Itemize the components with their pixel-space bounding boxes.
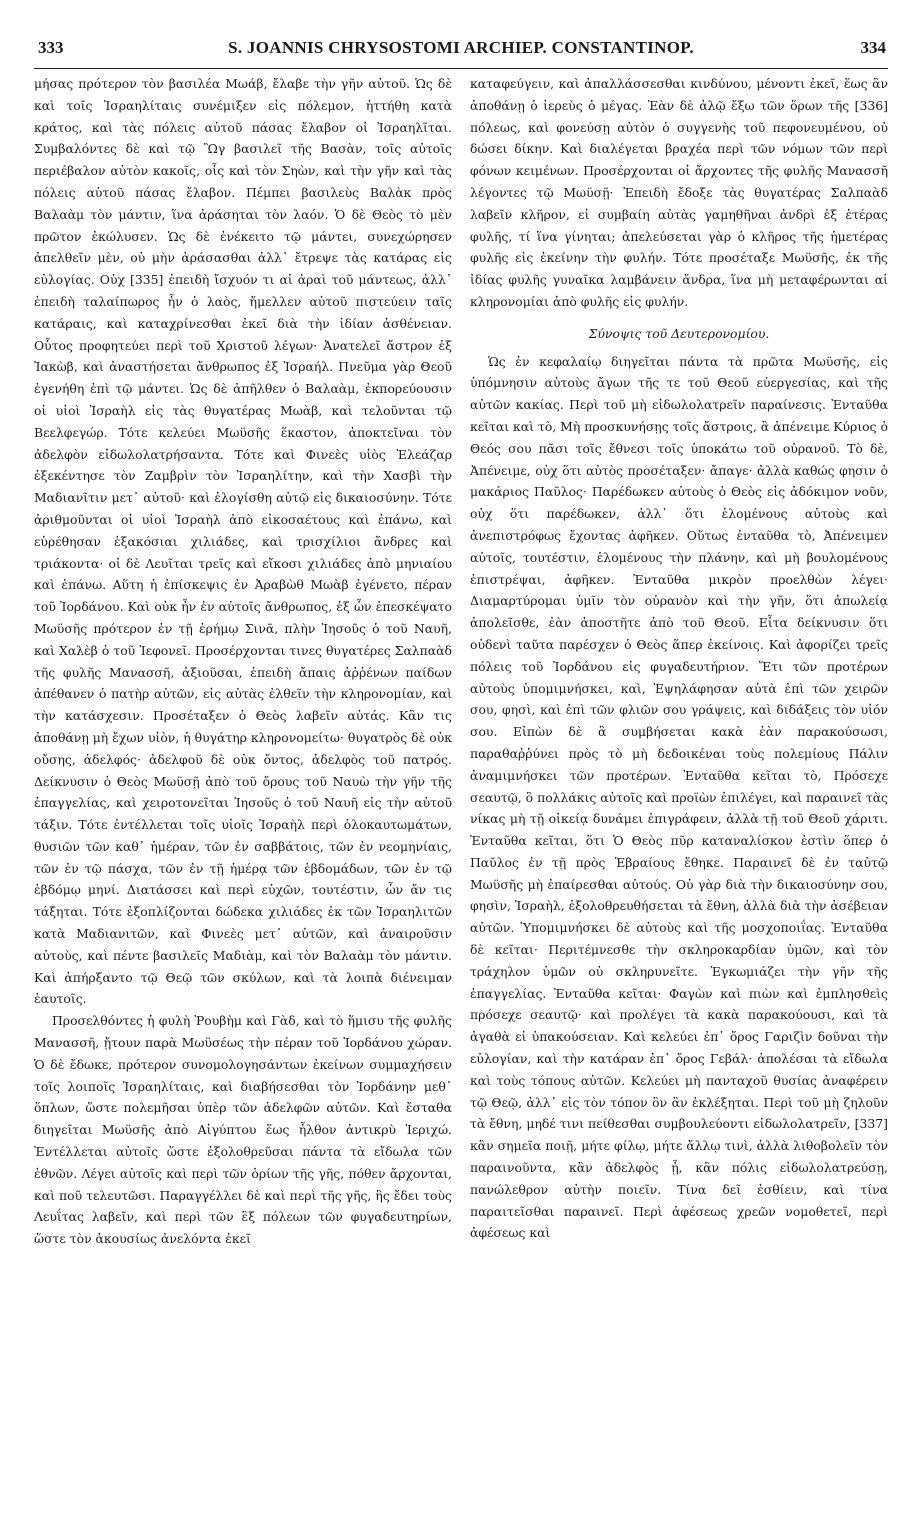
- running-title: S. JOANNIS CHRYSOSTOMI ARCHIEP. CONSTANTINOP.: [228, 38, 694, 57]
- section-title: Σύνοψις τοῦ Δευτερονομίου.: [588, 325, 770, 341]
- left-paragraph-1: μήσας πρότερον τὸν βασιλέα Μωάβ, ἔλαβε τὴν γῆν αὐτοῦ. Ὡς δὲ καὶ τοῖς Ἰσραηλίταις συνέμιξεν εἰς πόλεμον, ἡττήθη κατὰ κράτος, καὶ τὰς πόλεις αὐτοῦ πάσας ἔλαβον οἱ Ἰσραηλῖται. Συμβαλόντες δὲ καὶ τῷ Ὢγ βασιλεῖ τῆς Βασὰν, τοῖς αὐτοῖς περιέβαλον αὐτὸν κακοῖς, οἷς καὶ τὸν Σηὼν, καὶ τὴν γῆν καὶ τὰς πόλεις αὐτοῦ πάσας ἔλαβον. Πέμπει βασιλεὺς Βαλὰκ πρὸς Βαλαὰμ τὸν μάντιν, ἵνα ἀράσηται τὸν λαόν. Ὁ δὲ Θεὸς τὸ μὲν πρῶτον ἐκώλυσεν. Ὡς δὲ ἐνέκειτο τῷ μάντει, συνεχώρησεν ἀπελθεῖν μὲν, οὐ μὴν ἀράσασθαι ἀλλ᾽ ἔτρεψε τὰς κατάρας εἰς εὐλογίας. Οὐχ [335] ἐπειδὴ ἴσχυόν τι αἱ ἀραὶ τοῦ μάντεως, ἀλλ᾽ ἐπειδὴ ταλαίπωρος ἦν ὁ λαὸς, ἤμελλεν αὐτοῦ πιστεύειν ταῖς κατάραις, καὶ καταχρίνεσθαι ἐκεῖ διὰ τὴν ἰδίαν ἀσθένειαν. Οὗτος προφητεύει περὶ τοῦ Χριστοῦ λέγων· Ἀνατελεῖ ἄστρον ἐξ Ἰακὼβ, καὶ ἀναστήσεται ἄνθρωπος ἐξ Ἰσραήλ. Πνεῦμα γὰρ Θεοῦ ἐγενήθη ἐπὶ τῷ μάντει. Ὡς δὲ ἀπῆλθεν ὁ Βαλαὰμ, ἐκπορεύουσιν οἱ υἱοὶ Ἰσραὴλ εἰς τὰς θυγατέρας Μωὰβ, καὶ τελοῦνται τῷ Βεελφεγώρ. Τότε κελεύει Μωϋσῆς ἕκαστον, ἀποκτεῖναι τὸν ἀδελφὸν εἰδωλολατρήσαντα. Τότε καὶ Φινεὲς υἱὸς Ἐλεάζαρ ἐξεκέντησε τὸν Ζαμβρὶν τὸν Ἰσραηλίτην, καὶ τὴν Χασβὶ τὴν Μαδιανῖτιν μετ᾽ αὐτοῦ· καὶ ἐλογίσθη αὐτῷ εἰς δικαιοσύνην. Τότε ἀριθμοῦνται οἱ υἱοὶ Ἰσραὴλ ἀπὸ εἰκοσαέτους καὶ ἐπάνω, καὶ εὑρέθησαν ἑξακόσιαι χιλιάδες, καὶ τρισχίλιοι ἄνδρες καὶ τριάκοντα· οἱ δὲ Λευῖται τρεῖς καὶ εἴκοσι χιλιάδες ἀπὸ μηνιαίου καὶ ἐπάνω. Αὕτη ἡ ἐπίσκεψις ἐν Ἀραβὼθ Μωὰβ ἐγένετο, πέραν τοῦ Ἰορδάνου. Καὶ οὐκ ἦν ἐν αὐτοῖς ἄνθρωπος, ἐξ ὧν ἐπεσκέψατο Μωϋσῆς πρότερον ἐν τῇ ἐρήμῳ Σινᾶ, πλὴν Ἰησοῦς ὁ τοῦ Ναυῆ, καὶ Χαλὲβ ὁ τοῦ Ἰεφονεῖ. Προσέρχονται τινες θυγατέρες Σαλπαὰδ τῆς φυλῆς Μανασσῆ, ἀξιοῦσαι, ἐπειδὴ ἄπαις ἀῤῥένων παίδων ἀπέθανεν ὁ πατὴρ αὐτῶν, εἰς αὐτὰς ἐλθεῖν τὴν κληρονομίαν, καὶ τὴν κατάσχεσιν. Προσέταξεν ὁ Θεὸς λαβεῖν αὐτάς. Κἂν τις ἀποθάνῃ μὴ ἔχων υἱὸν, ἡ θυγάτηρ κληρονομείτω· θυγατρὸς δὲ οὐκ οὔσης, ἀδελφός· ἀδελφοῦ δὲ οὐκ ὄντος, ἀδελφὸς τοῦ πατρός. Δείκνυσιν ὁ Θεὸς Μωϋσῇ ἀπὸ τοῦ ὄρους τοῦ Ναυὼ τὴν γῆν τῆς ἐπαγγελίας, καὶ χειροτονεῖται Ἰησοῦς ὁ τοῦ Ναυῆ εἰς τὴν αὐτοῦ τάξιν. Τότε ἐντέλλεται τοῖς υἱοῖς Ἰσραὴλ περὶ ὁλοκαυτωμάτων, θυσιῶν τῶν καθ᾽ ἡμέραν, τῶν ἐν σαββάτοις, τῶν ἐν νεομηνίαις, τῶν ἐν τῷ πάσχα, τῶν ἐν τῇ ἡμέρᾳ τῶν ἑβδομάδων, τῶν ἐν τῷ ἑβδόμῳ μηνί. Διατάσσει καὶ περὶ εὐχῶν, τουτέστιν, ὧν ἄν τις τάξηται. Τότε ἐξοπλίζονται δώδεκα χιλιάδες ἐκ τῶν Ἰσραηλιτῶν κατὰ Μαδιανιτῶν, καὶ Φινεὲς μετ᾽ αὐτῶν, καὶ ἀναιροῦσιν αὐτοὺς, καὶ πέντε βασιλεῖς Μαδιὰμ, καὶ τὸν Βαλαὰμ τὸν μάντιν. Καὶ ἀπήρξαντο τῷ Θεῷ τῶν σκύλων, καὶ τὰ λοιπὰ διένειμαν ἑαυτοῖς.: [34, 76, 452, 1007]
- right-paragraph-1: καταφεύγειν, καὶ ἀπαλλάσσεσθαι κινδύνου, μένοντι ἐκεῖ, ἕως ἂν ἀποθάνῃ ὁ ἱερεὺς ὁ μέγας. Ἐὰν δὲ ἀλῷ ἔξω τῶν ὅρων τῆς [336] πόλεως, καὶ φονεύσῃ αὐτὸν ὁ συγγενὴς τοῦ πεφονευμένου, οὐ δώσει δίκην. Καὶ διαλέγεται βραχέα περὶ τῶν νόμων τῶν περὶ φόνων κειμένων. Προσέρχονται οἱ ἄρχοντες τῆς φυλῆς Μανασσῆ λέγοντες τῷ Μωϋσῇ· Ἐπειδὴ ἔδοξε τὰς θυγατέρας Σαλπαὰδ λαβεῖν κλῆρον, εἰ συμβαίη αὐτὰς γαμηθῆναι ἀνδρὶ ἐξ ἑτέρας φυλῆς, τί ἵνα γίνηται; ἀπελεύσεται γὰρ ὁ κλῆρος τῆς ἡμετέρας φυλῆς εἰς ἐκείνην τὴν φυλήν. Τότε προσέταξε Μωϋσῆς, ἐκ τῆς ἰδίας φυλῆς γυναῖκα λαμβάνειν ἄνδρα, ἵνα μὴ μεταφέρωνται αἱ κληρονομίαι ἀπὸ φυλῆς εἰς φυλήν.: [470, 76, 888, 309]
- left-column: [34, 73, 452, 1250]
- left-paragraph-2: Προσελθόντες ἡ φυλὴ Ῥουβὴμ καὶ Γὰδ, καὶ τὸ ἥμισυ τῆς φυλῆς Μανασσῆ, ᾔτουν παρὰ Μωϋσέως τὴν πέραν τοῦ Ἰορδάνου χώραν. Ὁ δὲ ἔδωκε, πρότερον συνομολογησάντων ἐκείνων συμμαχήσειν τοῖς λοιποῖς Ἰσραηλίταις, καὶ διαβήσεσθαι τὸν Ἰορδάνην μεθ᾽ ὅπλων, ὥστε πολεμῆσαι ὑπὲρ τῶν ἀδελφῶν αὐτῶν. Καὶ ἔσταθα διηγεῖται Μωϋσῆς ἀπὸ Αἰγύπτου ἕως ἦλθον ἀντικρὺ Ἰεριχώ. Ἐντέλλεται αὐτοῖς ὥστε ἐξολοθρεῦσαι πάντα τὰ εἴδωλα τῶν ἐθνῶν. Λέγει αὐτοῖς καὶ περὶ τῶν ὁρίων τῆς γῆς, πόθεν ἄρχονται, καὶ ποῦ τελευτῶσι. Παραγγέλλει δὲ καὶ περὶ τῆς γῆς, ἣς ἔδει τοὺς Λευΐτας λαβεῖν, καὶ περὶ τῶν ἓξ πόλεων τῶν φυγαδευτηρίων, ὥστε τὸν ἀκουσίως ἀνελόντα ἐκεῖ: [34, 1013, 452, 1247]
- right-page-number: 334: [860, 38, 886, 57]
- left-page-number: 333: [38, 38, 64, 57]
- right-paragraph-2: Ὡς ἐν κεφαλαίῳ διηγεῖται πάντα τὰ πρῶτα Μωϋσῆς, εἰς ὑπόμνησιν αὐτοὺς ἄγων τῆς τε τοῦ Θεοῦ εὐεργεσίας, καὶ τῆς αὐτῶν κακίας. Περὶ τοῦ μὴ εἰδωλολατρεῖν παραίνεσις. Ἐνταῦθα κεῖται καὶ τὸ, Μὴ προσκυνήσῃς τοῖς ἄστροις, ἃ ἀπένειμε Κύριος ὁ Θεός σου πᾶσι τοῖς ἔθνεσι τοῖς ὑποκάτω τοῦ οὐρανοῦ. Τὸ δὲ, Ἀπένειμε, οὐχ ὅτι αὐτὸς προσέταξεν· ἄπαγε· ἀλλὰ καθώς φησιν ὁ μακάριος Παῦλος· Παρέδωκεν αὐτοὺς ὁ Θεὸς εἰς ἀδόκιμον νοῦν, οὐχ ὅτι παρέδωκεν, ἀλλ᾽ ὅτι ἑλομένους αὐτοὺς καὶ ἀνεπιστρόφως ἔχοντας ἀφῆκεν. Οὕτως ἐνταῦθα τὸ, Ἀπένειμεν αὐτοῖς, τουτέστιν, ἑλομένους τὴν πλάνην, καὶ μὴ βουλομένους ἐπιστρέψαι, ἀφῆκεν. Ἐνταῦθα μικρὸν προελθὼν λέγει· Διαμαρτύρομαι ὑμῖν τὸν οὐρανὸν καὶ τὴν γῆν, ὅτι ἀπωλείᾳ ἀπολεῖσθε, ἐὰν ἀποστῆτε ἀπὸ τοῦ Θεοῦ. Εἶτα δείκνυσιν ὅτι οὐδενὶ ταῦτα παρέσχεν ὁ Θεὸς ἅπερ ἐκείνοις. Καὶ ἀφορίζει τρεῖς πόλεις τοῦ Ἰορδάνου εἰς φυγαδευτήριον. Ἔτι τῶν προτέρων αὐτοὺς ὑπομιμνήσκει, καὶ, Ἐψηλάφησαν αὐτὰ ἐπὶ τῶν χειρῶν σου, φησὶ, καὶ ἐπὶ τῶν φλιῶν σου γράψεις, καὶ διδάξεις τὸν υἱόν σου. Εἰπὼν δὲ ἃ συμβήσεται κακὰ ἐὰν παρακούσωσι, παραθαῤῥύνει πρὸς τὸ μὴ δεδοικέναι τοὺς πολεμίους Πάλιν ἀναμιμνήσκει τῶν προτέρων. Ἐνταῦθα κεῖται τὸ, Πρόσεχε σεαυτῷ, ὃ πολλάκις αὐτοῖς καὶ προϊὼν ἐπιλέγει, καὶ παραινεῖ τὰς νίκας μὴ τῇ οἰκείᾳ δυνάμει ἐπιγράφειν, ἀλλὰ τῇ τοῦ Θεοῦ χάριτι. Ἐνταῦθα κεῖται, ὅτι Ὁ Θεὸς πῦρ καταναλίσκον ἐστὶν ὅπερ ὁ Παῦλος ἐν τῇ πρὸς Ἑβραίους ἔθηκε. Παραινεῖ δὲ ἐν ταὐτῷ Μωϋσῆς μὴ ἐπαίρεσθαι αὐτούς. Οὐ γὰρ διὰ τὴν δικαιοσύνην σου, φησὶν, Ἰσραὴλ, ἐξολοθρευθήσεται τὰ ἔθνη, ἀλλὰ διὰ τὴν ἀσέβειαν αὐτῶν. Ὑπομιμνήσκει δὲ αὐτοὺς καὶ τῆς μοσχοποιΐας. Ἐνταῦθα δὲ κεῖται· Περιτέμνεσθε τὴν σκληροκαρδίαν ὑμῶν, καὶ τὸν τράχηλον ὑμῶν οὐ σκληρυνεῖτε. Ἐγκωμιάζει τὴν γῆν τῆς ἐπαγγελίας. Ἐνταῦθα κεῖται· Φαγὼν καὶ πιὼν καὶ ἐμπλησθεὶς πρόσεχε σεαυτῷ· καὶ προλέγει τὰ κακὰ παρακούουσι, καὶ τὰ ἀγαθὰ εἰ ὑπακούσειαν. Καὶ κελεύει ἐπ᾽ ὄρος Γαριζὶν δοῦναι τὴν εὐλογίαν, καὶ τὴν κατάραν ἐπ᾽ ὄρος Γεβάλ· ἀπολέσαι τὰ εἴδωλα καὶ τοὺς τόπους αὐτῶν. Κελεύει μὴ πανταχοῦ θυσίας ἀναφέρειν τῷ Θεῷ, ἀλλ᾽ εἰς τὸν τόπον ὃν ἂν ἐκλέξηται. Περὶ τοῦ μὴ ζηλοῦν τὰ ἔθνη, μηδέ τινι πείθεσθαι συμβουλεύοντι εἰδωλολατρεῖν, [337] κἂν σημεῖα ποιῇ, μήτε φίλῳ, μήτε ἄλλῳ τινὶ, ἀλλὰ λιθοβολεῖν τὸν παραινοῦντα, κἂν ἀδελφὸς ᾖ, κἂν πόλις εἰδωλολατρεύσῃ, πανώλεθρον αὐτὴν ποιεῖν. Τίνα δεῖ ἐσθίειν, καὶ τίνα παραιτεῖσθαι παραινεῖ. Περὶ ἀφέσεως χρεῶν νομοθετεῖ, περὶ ἀφέσεως καὶ: [470, 353, 888, 1241]
- text-columns: [34, 73, 888, 1250]
- right-column: [470, 73, 888, 1250]
- page-header: [34, 38, 888, 69]
